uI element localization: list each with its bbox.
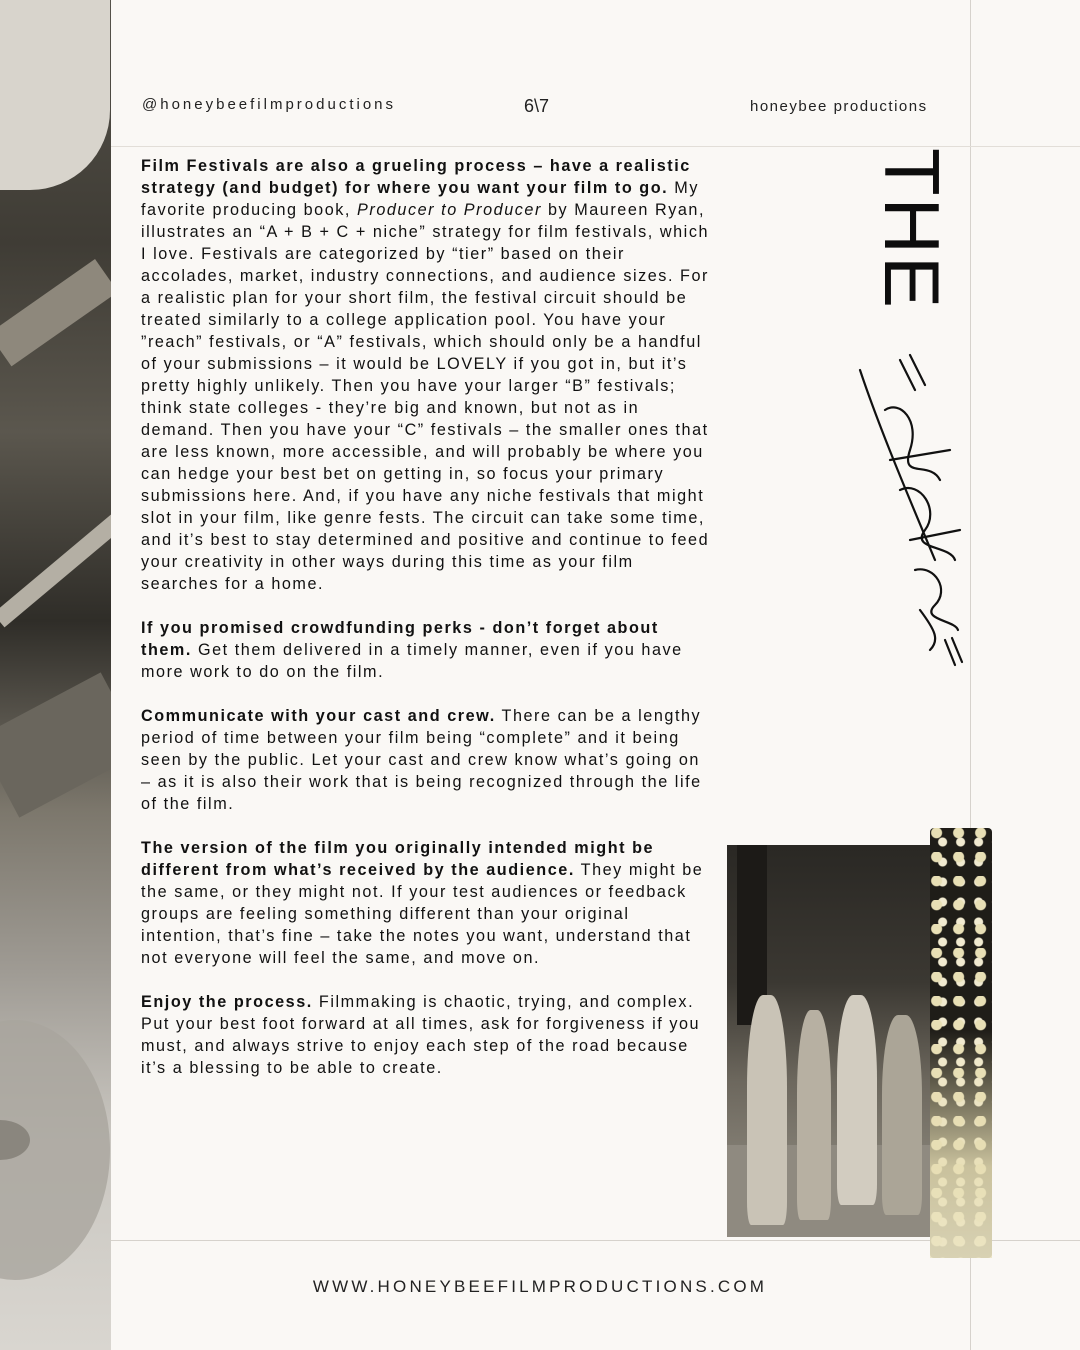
paragraph-text: Get them delivered in a timely manner, even if you have more work to do on the film. <box>141 641 683 681</box>
paragraph-version <box>141 837 713 969</box>
photo-shape <box>797 1010 831 1220</box>
paragraph-crowdfunding <box>141 617 713 683</box>
article-body <box>141 155 713 1101</box>
photo-shape <box>0 259 111 366</box>
photo-shape <box>0 511 111 628</box>
paragraph-text: by Maureen Ryan, illustrates an “A + B + C + niche” strategy for film festivals, which I love. Festivals are categorized by “tier” based on their accolades, market, industry connections, and audience sizes. For a realistic plan for your short film, the festival circuit should be treated similarly to a college application pool. You have your ”reach” festivals, or “A” festivals, which should only be a handful of your submissions – it would be LOVELY if you got in, but it’s pretty highly unlikely. Then you have your larger “B” festivals; think state colleges - they’re big and known, but not as in demand. Then you have your “C” festivals – the smaller ones that are less known, more accessible, and will probably be where you can hedge your best bet on getting in, so focus your primary submissions here. And, if you have any niche festivals that might slot in your film, like genre fests. The circuit can take some time, and it’s best to stay determined and positive and continue to feed your creativity in other ways during this time as your film searches for a home. <box>141 201 710 593</box>
paragraph-lead: Film Festivals are also a grueling process – have a realistic strategy (and budget) for where you want your film to go. <box>141 157 691 197</box>
paragraph-enjoy <box>141 991 713 1079</box>
photo-shape <box>882 1015 922 1215</box>
social-handle: @honeybeefilmproductions <box>142 96 396 113</box>
floral-pattern-fade <box>930 1030 992 1258</box>
photo-shape <box>747 995 787 1225</box>
crew-group-photo <box>727 845 935 1237</box>
paragraph-festivals <box>141 155 713 595</box>
photo-shape <box>837 995 877 1205</box>
photo-shape <box>0 672 111 817</box>
brand-name: honeybee productions <box>750 98 928 115</box>
paragraph-text: Filmmaking is chaotic, trying, and complex. Put your best foot forward at all times, ask for forgiveness if you must, and always strive to enjoy each step of the road because it’s a blessing to be able to create. <box>141 993 701 1077</box>
paragraph-lead: Enjoy the process. <box>141 993 313 1011</box>
paragraph-lead: Communicate with your cast and crew. <box>141 707 496 725</box>
paragraph-text: There can be a lengthy period of time between your film being “complete” and it being seen by the public. Let your cast and crew know what’s going on – as it is also their work that is being recognized through the life of the film. <box>141 707 702 813</box>
left-photo-strip <box>0 0 111 1350</box>
paragraph-text: They might be the same, or they might not. If your test audiences or feedback groups are feeling something different than your original intention, that’s fine – take the notes you want, understand that not everyone will feel the same, and move on. <box>141 861 704 967</box>
paragraph-communicate <box>141 705 713 815</box>
vertical-title: THE <box>868 148 956 310</box>
website-url[interactable]: WWW.HONEYBEEFILMPRODUCTIONS.COM <box>312 1277 768 1296</box>
script-title-after <box>840 340 970 690</box>
page-number: 6\7 <box>524 96 550 116</box>
paragraph-lead: The version of the film you originally intended might be different from what’s received by the audience. <box>141 839 655 879</box>
paragraph-lead: If you promised crowdfunding perks - don’t forget about them. <box>141 619 659 659</box>
paragraph-text: My favorite producing book, <box>141 179 699 219</box>
book-title: Producer to Producer <box>357 201 542 219</box>
header-divider <box>111 146 1080 147</box>
photo-shape <box>0 0 110 190</box>
